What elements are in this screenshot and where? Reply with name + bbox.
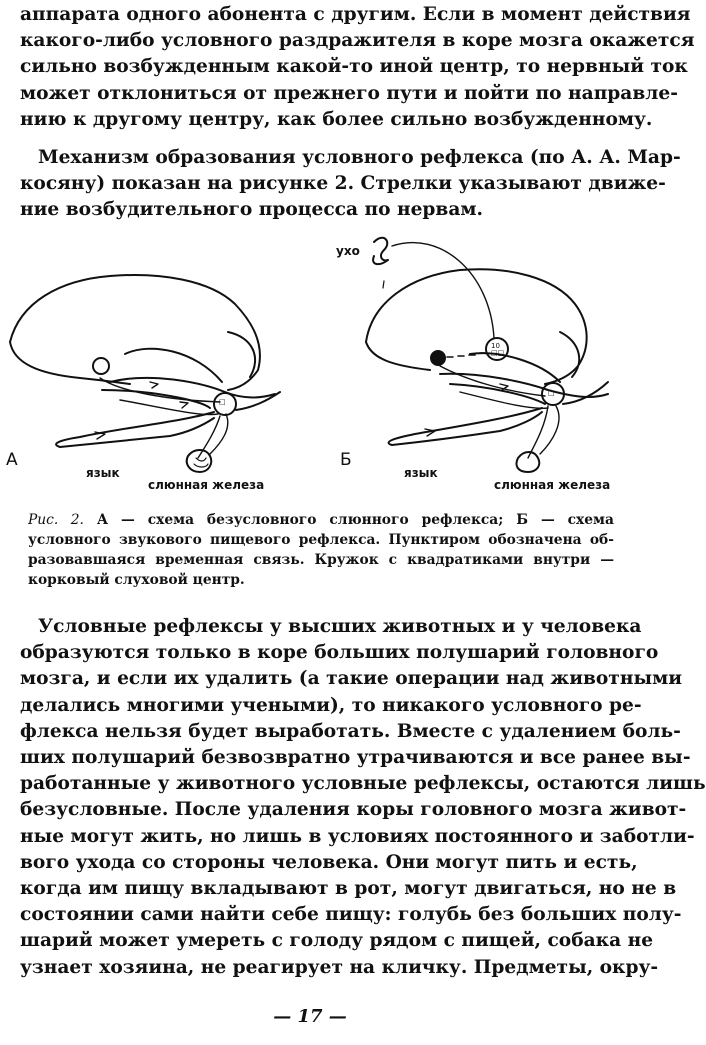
- paragraph-3: [20, 614, 706, 981]
- figure-b-letter: Б: [340, 450, 352, 470]
- caption-line: [28, 510, 614, 530]
- paragraph-2: [20, 145, 681, 224]
- svg-text:□□: □□: [491, 349, 505, 357]
- text-line: делались многими учеными), то никакого условного ре-: [20, 694, 642, 716]
- svg-text:□: □: [548, 389, 555, 397]
- paragraph-1: [20, 2, 695, 133]
- tongue-label-a: язык: [86, 466, 120, 480]
- ear-label-b: ухо: [336, 244, 360, 258]
- gland-label-a: слюнная железа: [148, 478, 265, 492]
- figure-a-letter: А: [6, 450, 18, 470]
- text-line: нию к другому центру, как более сильно возбужденному.: [20, 108, 653, 130]
- text-line: Условные рефлексы у высших животных и у человека: [38, 616, 642, 637]
- caption-line: разовавшаяся временная связь. Кружок с квадратиками внутри —: [28, 552, 614, 568]
- text-line: ние возбудительного процесса по нервам.: [20, 199, 484, 221]
- text-line: какого-либо условного раздражителя в коре мозга окажется: [20, 30, 695, 52]
- caption-line: корковый слуховой центр.: [28, 572, 245, 588]
- figure-reflex-diagrams: [0, 232, 620, 502]
- text-line: состоянии сами найти себе пищу: голубь без больших полу-: [20, 904, 682, 926]
- text-line: мозга, и если их удалить (а такие операции над животными: [20, 668, 683, 690]
- caption-line-1-text: А — схема безусловного слюнного рефлекса; Б — схема: [83, 512, 614, 528]
- text-line: косяну) показан на рисунке 2. Стрелки указывают движе-: [20, 173, 666, 195]
- text-line: работанные у животного условные рефлексы, остаются лишь: [20, 773, 706, 795]
- tongue-label-b: язык: [404, 466, 438, 480]
- text-line: образуются только в коре больших полушарий головного: [20, 642, 659, 664]
- text-line: шарий может умереть с голоду рядом с пищей, собака не: [20, 930, 654, 952]
- caption-line: условного звукового пищевого рефлекса. Пунктиром обозначена об-: [28, 532, 614, 548]
- svg-text:□: □: [219, 398, 226, 406]
- reflex-diagrams-drawing: [0, 232, 620, 502]
- page-number: — 17 —: [273, 1006, 347, 1027]
- diagram-a-brain: [10, 275, 280, 472]
- text-line: Механизм образования условного рефлекса (по А. А. Мар-: [38, 147, 681, 168]
- svg-text:10: 10: [491, 342, 500, 350]
- text-line: вого ухода со стороны человека. Они могут пить и есть,: [20, 851, 638, 873]
- text-line: когда им пищу вкладывают в рот, могут двигаться, но не в: [20, 878, 677, 900]
- text-line: сильно возбужденным какой-то иной центр, то нервный ток: [20, 56, 688, 78]
- text-line: безусловные. После удаления коры головного мозга живот-: [20, 799, 687, 821]
- caption-prefix: Рис. 2.: [28, 512, 84, 528]
- text-line: узнает хозяина, не реагирует на кличку. Предметы, окру-: [20, 956, 659, 978]
- text-line: аппарата одного абонента с другим. Если в момент действия: [20, 4, 691, 25]
- text-line: ные могут жить, но лишь в условиях постоянного и заботли-: [20, 825, 695, 847]
- figure-caption: [28, 510, 614, 590]
- text-line: может отклониться от прежнего пути и пойти по направле-: [20, 82, 678, 104]
- text-line: ших полушарий безвозвратно утрачиваются и все ранее вы-: [20, 747, 691, 769]
- text-line: флекса нельзя будет выработать. Вместе с удалением боль-: [20, 720, 681, 742]
- gland-label-b: слюнная железа: [494, 478, 611, 492]
- diagram-b-brain: [366, 238, 608, 472]
